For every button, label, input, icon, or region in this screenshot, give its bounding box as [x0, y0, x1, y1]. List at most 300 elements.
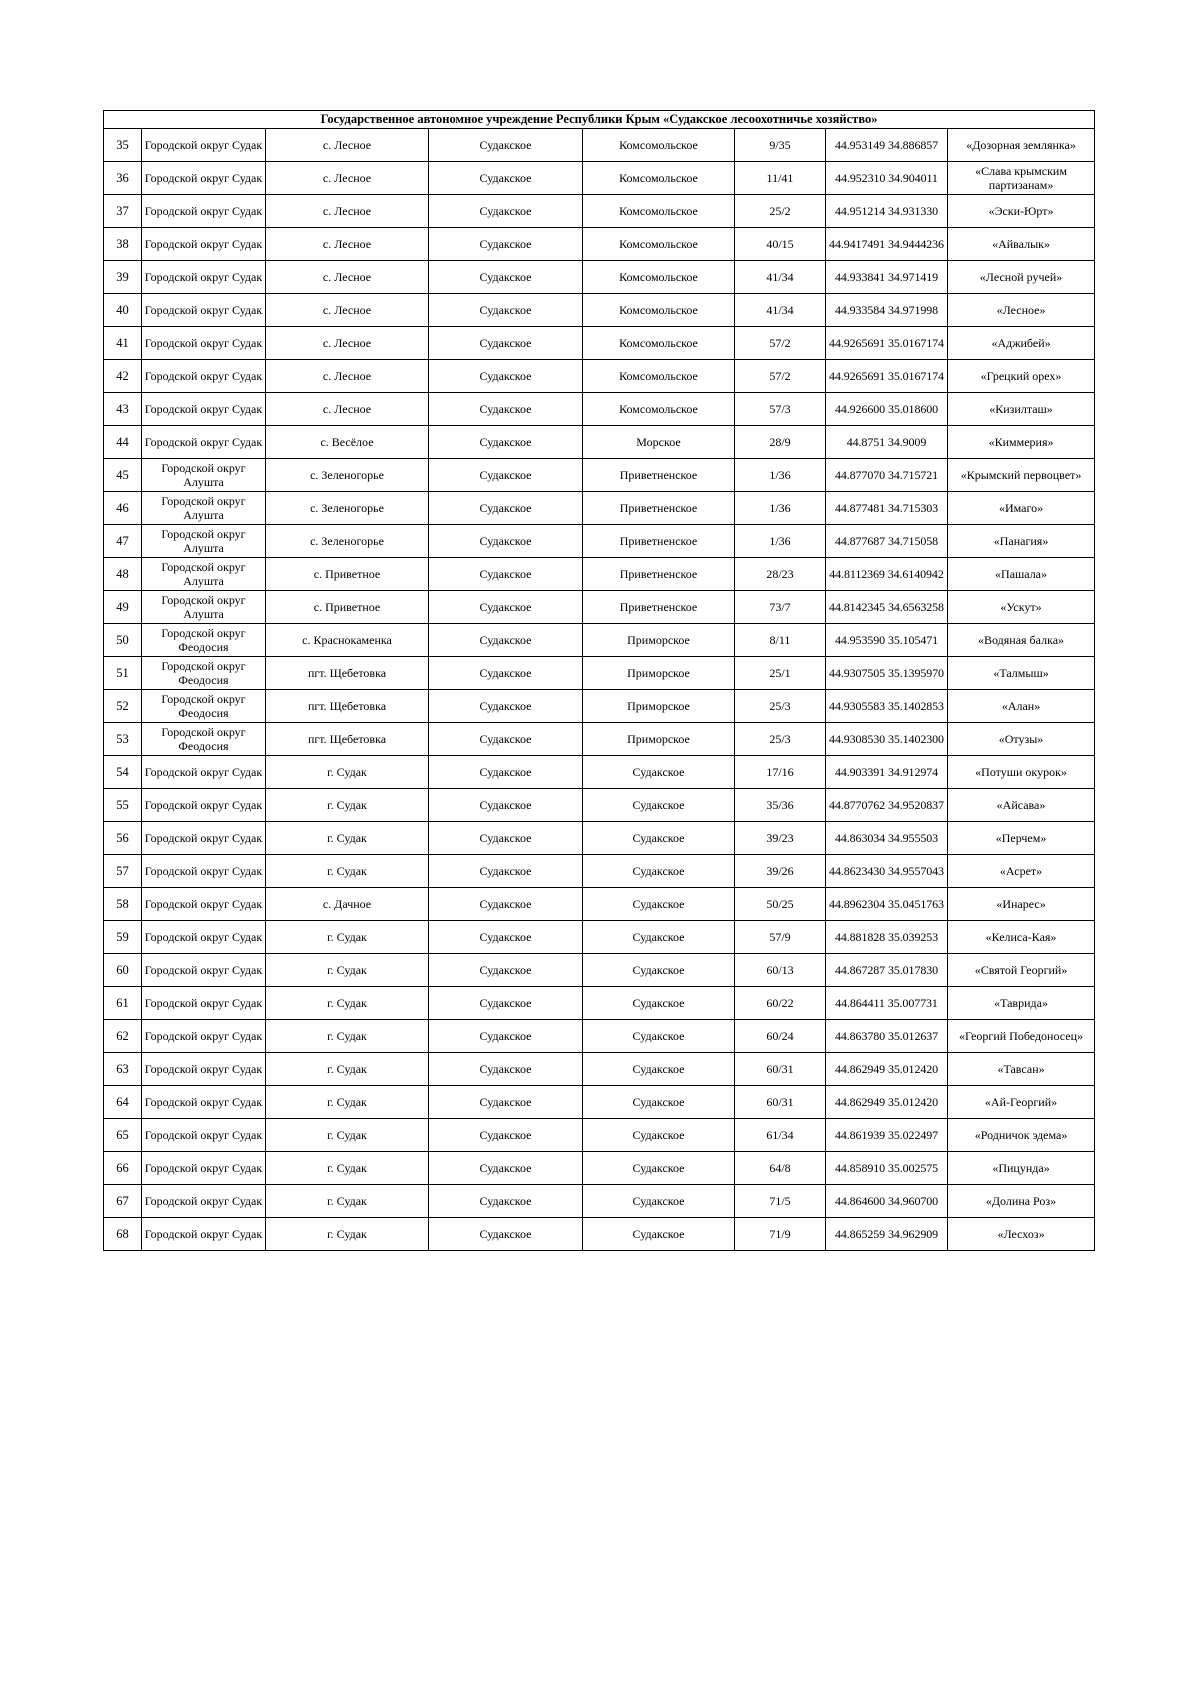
- forest-area-cell: Приветненское: [583, 591, 735, 624]
- coordinates-cell: 44.881828 35.039253: [826, 921, 948, 954]
- table-row: [104, 624, 1095, 657]
- forest-area-cell: Судакское: [583, 1086, 735, 1119]
- forestry-cell: Судакское: [429, 591, 583, 624]
- coordinates-cell: 44.877070 34.715721: [826, 459, 948, 492]
- settlement-cell: с. Лесное: [266, 228, 429, 261]
- forest-area-cell: Судакское: [583, 921, 735, 954]
- trail-name-cell: «Родничок эдема»: [948, 1119, 1095, 1152]
- row-number-cell: 57: [104, 855, 142, 888]
- forestry-cell: Судакское: [429, 459, 583, 492]
- district-cell: Городской округ Судак: [142, 1119, 266, 1152]
- quarter-cell: 35/36: [735, 789, 826, 822]
- coordinates-cell: 44.9305583 35.1402853: [826, 690, 948, 723]
- trail-name-cell: «Лесное»: [948, 294, 1095, 327]
- trails-table: [103, 110, 1095, 1251]
- district-cell: Городской округ Судак: [142, 987, 266, 1020]
- coordinates-cell: 44.926600 35.018600: [826, 393, 948, 426]
- table-row: [104, 690, 1095, 723]
- forestry-cell: Судакское: [429, 1119, 583, 1152]
- forestry-cell: Судакское: [429, 1152, 583, 1185]
- coordinates-cell: 44.877687 34.715058: [826, 525, 948, 558]
- row-number-cell: 63: [104, 1053, 142, 1086]
- district-cell: Городской округ Судак: [142, 360, 266, 393]
- district-cell: Городской округ Алушта: [142, 591, 266, 624]
- trail-name-cell: «Айвалык»: [948, 228, 1095, 261]
- settlement-cell: с. Приветное: [266, 591, 429, 624]
- table-row: [104, 1020, 1095, 1053]
- coordinates-cell: 44.9265691 35.0167174: [826, 360, 948, 393]
- settlement-cell: с. Лесное: [266, 360, 429, 393]
- quarter-cell: 60/22: [735, 987, 826, 1020]
- quarter-cell: 17/16: [735, 756, 826, 789]
- forestry-cell: Судакское: [429, 162, 583, 195]
- quarter-cell: 60/13: [735, 954, 826, 987]
- table-row: [104, 1185, 1095, 1218]
- coordinates-cell: 44.8770762 34.9520837: [826, 789, 948, 822]
- forest-area-cell: Приветненское: [583, 459, 735, 492]
- table-row: [104, 162, 1095, 195]
- forestry-cell: Судакское: [429, 921, 583, 954]
- quarter-cell: 57/3: [735, 393, 826, 426]
- quarter-cell: 60/24: [735, 1020, 826, 1053]
- forest-area-cell: Судакское: [583, 954, 735, 987]
- forestry-cell: Судакское: [429, 822, 583, 855]
- row-number-cell: 45: [104, 459, 142, 492]
- forestry-cell: Судакское: [429, 888, 583, 921]
- table-row: [104, 426, 1095, 459]
- forest-area-cell: Комсомольское: [583, 360, 735, 393]
- table-row: [104, 954, 1095, 987]
- coordinates-cell: 44.858910 35.002575: [826, 1152, 948, 1185]
- row-number-cell: 36: [104, 162, 142, 195]
- table-row: [104, 921, 1095, 954]
- forest-area-cell: Приморское: [583, 624, 735, 657]
- trail-name-cell: «Таврида»: [948, 987, 1095, 1020]
- trail-name-cell: «Келиса-Кая»: [948, 921, 1095, 954]
- coordinates-cell: 44.865259 34.962909: [826, 1218, 948, 1251]
- quarter-cell: 11/41: [735, 162, 826, 195]
- row-number-cell: 38: [104, 228, 142, 261]
- forestry-cell: Судакское: [429, 195, 583, 228]
- row-number-cell: 50: [104, 624, 142, 657]
- settlement-cell: пгт. Щебетовка: [266, 690, 429, 723]
- forestry-cell: Судакское: [429, 624, 583, 657]
- table-row: [104, 195, 1095, 228]
- forestry-cell: Судакское: [429, 558, 583, 591]
- coordinates-cell: 44.8623430 34.9557043: [826, 855, 948, 888]
- coordinates-cell: 44.864600 34.960700: [826, 1185, 948, 1218]
- row-number-cell: 46: [104, 492, 142, 525]
- trail-name-cell: «Тавсан»: [948, 1053, 1095, 1086]
- quarter-cell: 1/36: [735, 459, 826, 492]
- trail-name-cell: «Дозорная землянка»: [948, 129, 1095, 162]
- table-header: Государственное автономное учреждение Республики Крым «Судакское лесоохотничье хозяйство»: [104, 111, 1095, 129]
- trail-name-cell: «Лесхоз»: [948, 1218, 1095, 1251]
- settlement-cell: г. Судак: [266, 921, 429, 954]
- coordinates-cell: 44.864411 35.007731: [826, 987, 948, 1020]
- table-row: [104, 327, 1095, 360]
- forestry-cell: Судакское: [429, 657, 583, 690]
- coordinates-cell: 44.953590 35.105471: [826, 624, 948, 657]
- trail-name-cell: «Асрет»: [948, 855, 1095, 888]
- forest-area-cell: Комсомольское: [583, 129, 735, 162]
- coordinates-cell: 44.877481 34.715303: [826, 492, 948, 525]
- settlement-cell: г. Судак: [266, 1218, 429, 1251]
- settlement-cell: пгт. Щебетовка: [266, 657, 429, 690]
- coordinates-cell: 44.953149 34.886857: [826, 129, 948, 162]
- forestry-cell: Судакское: [429, 327, 583, 360]
- district-cell: Городской округ Судак: [142, 228, 266, 261]
- coordinates-cell: 44.933841 34.971419: [826, 261, 948, 294]
- table-row: [104, 1218, 1095, 1251]
- quarter-cell: 57/9: [735, 921, 826, 954]
- coordinates-cell: 44.903391 34.912974: [826, 756, 948, 789]
- district-cell: Городской округ Феодосия: [142, 657, 266, 690]
- table-row: [104, 492, 1095, 525]
- district-cell: Городской округ Судак: [142, 1053, 266, 1086]
- district-cell: Городской округ Судак: [142, 294, 266, 327]
- district-cell: Городской округ Феодосия: [142, 723, 266, 756]
- table-row: [104, 129, 1095, 162]
- settlement-cell: с. Приветное: [266, 558, 429, 591]
- settlement-cell: с. Лесное: [266, 162, 429, 195]
- trail-name-cell: «Водяная балка»: [948, 624, 1095, 657]
- settlement-cell: с. Лесное: [266, 393, 429, 426]
- settlement-cell: г. Судак: [266, 954, 429, 987]
- district-cell: Городской округ Алушта: [142, 492, 266, 525]
- row-number-cell: 41: [104, 327, 142, 360]
- coordinates-cell: 44.862949 35.012420: [826, 1086, 948, 1119]
- row-number-cell: 40: [104, 294, 142, 327]
- trail-name-cell: «Айсава»: [948, 789, 1095, 822]
- forestry-cell: Судакское: [429, 1086, 583, 1119]
- forest-area-cell: Комсомольское: [583, 162, 735, 195]
- table-row: [104, 987, 1095, 1020]
- table-row: [104, 261, 1095, 294]
- forestry-cell: Судакское: [429, 393, 583, 426]
- district-cell: Городской округ Судак: [142, 1152, 266, 1185]
- table-row: [104, 294, 1095, 327]
- row-number-cell: 62: [104, 1020, 142, 1053]
- quarter-cell: 64/8: [735, 1152, 826, 1185]
- forest-area-cell: Судакское: [583, 789, 735, 822]
- table-row: [104, 888, 1095, 921]
- district-cell: Городской округ Судак: [142, 756, 266, 789]
- trail-name-cell: «Отузы»: [948, 723, 1095, 756]
- forest-area-cell: Судакское: [583, 1119, 735, 1152]
- quarter-cell: 1/36: [735, 492, 826, 525]
- trail-name-cell: «Кизилташ»: [948, 393, 1095, 426]
- quarter-cell: 39/26: [735, 855, 826, 888]
- forest-area-cell: Приветненское: [583, 558, 735, 591]
- forest-area-cell: Комсомольское: [583, 327, 735, 360]
- coordinates-cell: 44.9308530 35.1402300: [826, 723, 948, 756]
- forest-area-cell: Судакское: [583, 1152, 735, 1185]
- row-number-cell: 43: [104, 393, 142, 426]
- quarter-cell: 28/9: [735, 426, 826, 459]
- forestry-cell: Судакское: [429, 987, 583, 1020]
- forestry-cell: Судакское: [429, 261, 583, 294]
- district-cell: Городской округ Судак: [142, 426, 266, 459]
- forestry-cell: Судакское: [429, 492, 583, 525]
- forestry-cell: Судакское: [429, 690, 583, 723]
- quarter-cell: 9/35: [735, 129, 826, 162]
- forest-area-cell: Судакское: [583, 1053, 735, 1086]
- settlement-cell: с. Зеленогорье: [266, 525, 429, 558]
- table-row: [104, 756, 1095, 789]
- table-row: [104, 822, 1095, 855]
- coordinates-cell: 44.9417491 34.9444236: [826, 228, 948, 261]
- district-cell: Городской округ Судак: [142, 162, 266, 195]
- quarter-cell: 25/3: [735, 690, 826, 723]
- quarter-cell: 8/11: [735, 624, 826, 657]
- forestry-cell: Судакское: [429, 1020, 583, 1053]
- district-cell: Городской округ Алушта: [142, 558, 266, 591]
- quarter-cell: 57/2: [735, 360, 826, 393]
- trail-name-cell: «Панагия»: [948, 525, 1095, 558]
- trail-name-cell: «Пашала»: [948, 558, 1095, 591]
- row-number-cell: 58: [104, 888, 142, 921]
- settlement-cell: с. Зеленогорье: [266, 492, 429, 525]
- district-cell: Городской округ Судак: [142, 855, 266, 888]
- forest-area-cell: Приморское: [583, 723, 735, 756]
- forest-area-cell: Приветненское: [583, 525, 735, 558]
- forestry-cell: Судакское: [429, 855, 583, 888]
- forestry-cell: Судакское: [429, 1053, 583, 1086]
- forest-area-cell: Комсомольское: [583, 261, 735, 294]
- forest-area-cell: Комсомольское: [583, 393, 735, 426]
- forestry-cell: Судакское: [429, 426, 583, 459]
- coordinates-cell: 44.952310 34.904011: [826, 162, 948, 195]
- forest-area-cell: Комсомольское: [583, 228, 735, 261]
- forest-area-cell: Судакское: [583, 855, 735, 888]
- table-row: [104, 360, 1095, 393]
- forestry-cell: Судакское: [429, 723, 583, 756]
- table-row: [104, 228, 1095, 261]
- table-row: [104, 525, 1095, 558]
- forest-area-cell: Судакское: [583, 1185, 735, 1218]
- trail-name-cell: «Долина Роз»: [948, 1185, 1095, 1218]
- row-number-cell: 56: [104, 822, 142, 855]
- row-number-cell: 54: [104, 756, 142, 789]
- quarter-cell: 61/34: [735, 1119, 826, 1152]
- table-row: [104, 657, 1095, 690]
- trail-name-cell: «Лесной ручей»: [948, 261, 1095, 294]
- row-number-cell: 44: [104, 426, 142, 459]
- settlement-cell: г. Судак: [266, 822, 429, 855]
- trail-name-cell: «Инарес»: [948, 888, 1095, 921]
- forest-area-cell: Судакское: [583, 888, 735, 921]
- forestry-cell: Судакское: [429, 789, 583, 822]
- row-number-cell: 61: [104, 987, 142, 1020]
- table-row: [104, 1053, 1095, 1086]
- row-number-cell: 35: [104, 129, 142, 162]
- row-number-cell: 47: [104, 525, 142, 558]
- settlement-cell: с. Лесное: [266, 195, 429, 228]
- quarter-cell: 1/36: [735, 525, 826, 558]
- district-cell: Городской округ Судак: [142, 789, 266, 822]
- settlement-cell: с. Весёлое: [266, 426, 429, 459]
- trail-name-cell: «Аджибей»: [948, 327, 1095, 360]
- district-cell: Городской округ Судак: [142, 954, 266, 987]
- quarter-cell: 50/25: [735, 888, 826, 921]
- trail-name-cell: «Пицунда»: [948, 1152, 1095, 1185]
- table-row: [104, 789, 1095, 822]
- forestry-cell: Судакское: [429, 129, 583, 162]
- trail-name-cell: «Перчем»: [948, 822, 1095, 855]
- quarter-cell: 25/2: [735, 195, 826, 228]
- trail-name-cell: «Потуши окурок»: [948, 756, 1095, 789]
- row-number-cell: 53: [104, 723, 142, 756]
- quarter-cell: 71/9: [735, 1218, 826, 1251]
- coordinates-cell: 44.951214 34.931330: [826, 195, 948, 228]
- settlement-cell: г. Судак: [266, 1020, 429, 1053]
- quarter-cell: 40/15: [735, 228, 826, 261]
- quarter-cell: 60/31: [735, 1086, 826, 1119]
- row-number-cell: 60: [104, 954, 142, 987]
- settlement-cell: с. Лесное: [266, 261, 429, 294]
- district-cell: Городской округ Судак: [142, 921, 266, 954]
- district-cell: Городской округ Алушта: [142, 525, 266, 558]
- district-cell: Городской округ Судак: [142, 1218, 266, 1251]
- coordinates-cell: 44.9307505 35.1395970: [826, 657, 948, 690]
- district-cell: Городской округ Алушта: [142, 459, 266, 492]
- row-number-cell: 52: [104, 690, 142, 723]
- row-number-cell: 59: [104, 921, 142, 954]
- settlement-cell: с. Дачное: [266, 888, 429, 921]
- settlement-cell: г. Судак: [266, 1185, 429, 1218]
- row-number-cell: 64: [104, 1086, 142, 1119]
- forest-area-cell: Судакское: [583, 1020, 735, 1053]
- forest-area-cell: Судакское: [583, 1218, 735, 1251]
- table-row: [104, 459, 1095, 492]
- forest-area-cell: Судакское: [583, 756, 735, 789]
- quarter-cell: 41/34: [735, 294, 826, 327]
- forest-area-cell: Комсомольское: [583, 195, 735, 228]
- quarter-cell: 25/3: [735, 723, 826, 756]
- trail-name-cell: «Ускут»: [948, 591, 1095, 624]
- row-number-cell: 37: [104, 195, 142, 228]
- forestry-cell: Судакское: [429, 954, 583, 987]
- table-row: [104, 1119, 1095, 1152]
- district-cell: Городской округ Судак: [142, 261, 266, 294]
- quarter-cell: 73/7: [735, 591, 826, 624]
- trail-name-cell: «Святой Георгий»: [948, 954, 1095, 987]
- table-row: [104, 855, 1095, 888]
- settlement-cell: г. Судак: [266, 855, 429, 888]
- row-number-cell: 39: [104, 261, 142, 294]
- row-number-cell: 68: [104, 1218, 142, 1251]
- district-cell: Городской округ Судак: [142, 888, 266, 921]
- district-cell: Городской округ Судак: [142, 1185, 266, 1218]
- trail-name-cell: «Ай-Георгий»: [948, 1086, 1095, 1119]
- settlement-cell: г. Судак: [266, 789, 429, 822]
- row-number-cell: 67: [104, 1185, 142, 1218]
- row-number-cell: 66: [104, 1152, 142, 1185]
- district-cell: Городской округ Судак: [142, 822, 266, 855]
- trail-name-cell: «Крымский первоцвет»: [948, 459, 1095, 492]
- coordinates-cell: 44.8142345 34.6563258: [826, 591, 948, 624]
- district-cell: Городской округ Судак: [142, 129, 266, 162]
- table-row: [104, 1152, 1095, 1185]
- forest-area-cell: Приморское: [583, 657, 735, 690]
- quarter-cell: 57/2: [735, 327, 826, 360]
- trail-name-cell: «Грецкий орех»: [948, 360, 1095, 393]
- coordinates-cell: 44.933584 34.971998: [826, 294, 948, 327]
- trail-name-cell: «Георгий Победоносец»: [948, 1020, 1095, 1053]
- settlement-cell: с. Зеленогорье: [266, 459, 429, 492]
- quarter-cell: 60/31: [735, 1053, 826, 1086]
- table-row: [104, 723, 1095, 756]
- table-row: [104, 1086, 1095, 1119]
- row-number-cell: 42: [104, 360, 142, 393]
- row-number-cell: 65: [104, 1119, 142, 1152]
- forest-area-cell: Приветненское: [583, 492, 735, 525]
- forestry-cell: Судакское: [429, 1185, 583, 1218]
- quarter-cell: 71/5: [735, 1185, 826, 1218]
- coordinates-cell: 44.8751 34.9009: [826, 426, 948, 459]
- table-header-row: [104, 111, 1095, 129]
- coordinates-cell: 44.9265691 35.0167174: [826, 327, 948, 360]
- settlement-cell: с. Краснокаменка: [266, 624, 429, 657]
- district-cell: Городской округ Феодосия: [142, 690, 266, 723]
- forestry-cell: Судакское: [429, 525, 583, 558]
- coordinates-cell: 44.867287 35.017830: [826, 954, 948, 987]
- forestry-cell: Судакское: [429, 228, 583, 261]
- district-cell: Городской округ Феодосия: [142, 624, 266, 657]
- trail-name-cell: «Имаго»: [948, 492, 1095, 525]
- settlement-cell: г. Судак: [266, 1086, 429, 1119]
- forest-area-cell: Судакское: [583, 987, 735, 1020]
- quarter-cell: 41/34: [735, 261, 826, 294]
- district-cell: Городской округ Судак: [142, 195, 266, 228]
- settlement-cell: с. Лесное: [266, 327, 429, 360]
- settlement-cell: г. Судак: [266, 1053, 429, 1086]
- trail-name-cell: «Слава крымским партизанам»: [948, 162, 1095, 195]
- settlement-cell: пгт. Щебетовка: [266, 723, 429, 756]
- quarter-cell: 25/1: [735, 657, 826, 690]
- forestry-cell: Судакское: [429, 294, 583, 327]
- forestry-cell: Судакское: [429, 756, 583, 789]
- district-cell: Городской округ Судак: [142, 327, 266, 360]
- settlement-cell: г. Судак: [266, 1119, 429, 1152]
- coordinates-cell: 44.8962304 35.0451763: [826, 888, 948, 921]
- coordinates-cell: 44.862949 35.012420: [826, 1053, 948, 1086]
- district-cell: Городской округ Судак: [142, 1020, 266, 1053]
- trail-name-cell: «Эски-Юрт»: [948, 195, 1095, 228]
- forest-area-cell: Комсомольское: [583, 294, 735, 327]
- trail-name-cell: «Алан»: [948, 690, 1095, 723]
- settlement-cell: с. Лесное: [266, 129, 429, 162]
- trail-name-cell: «Талмыш»: [948, 657, 1095, 690]
- forestry-cell: Судакское: [429, 360, 583, 393]
- quarter-cell: 28/23: [735, 558, 826, 591]
- coordinates-cell: 44.863034 34.955503: [826, 822, 948, 855]
- coordinates-cell: 44.863780 35.012637: [826, 1020, 948, 1053]
- district-cell: Городской округ Судак: [142, 1086, 266, 1119]
- coordinates-cell: 44.8112369 34.6140942: [826, 558, 948, 591]
- forestry-cell: Судакское: [429, 1218, 583, 1251]
- table-row: [104, 558, 1095, 591]
- settlement-cell: г. Судак: [266, 1152, 429, 1185]
- trail-name-cell: «Киммерия»: [948, 426, 1095, 459]
- settlement-cell: с. Лесное: [266, 294, 429, 327]
- forest-area-cell: Судакское: [583, 822, 735, 855]
- row-number-cell: 55: [104, 789, 142, 822]
- table-row: [104, 393, 1095, 426]
- quarter-cell: 39/23: [735, 822, 826, 855]
- coordinates-cell: 44.861939 35.022497: [826, 1119, 948, 1152]
